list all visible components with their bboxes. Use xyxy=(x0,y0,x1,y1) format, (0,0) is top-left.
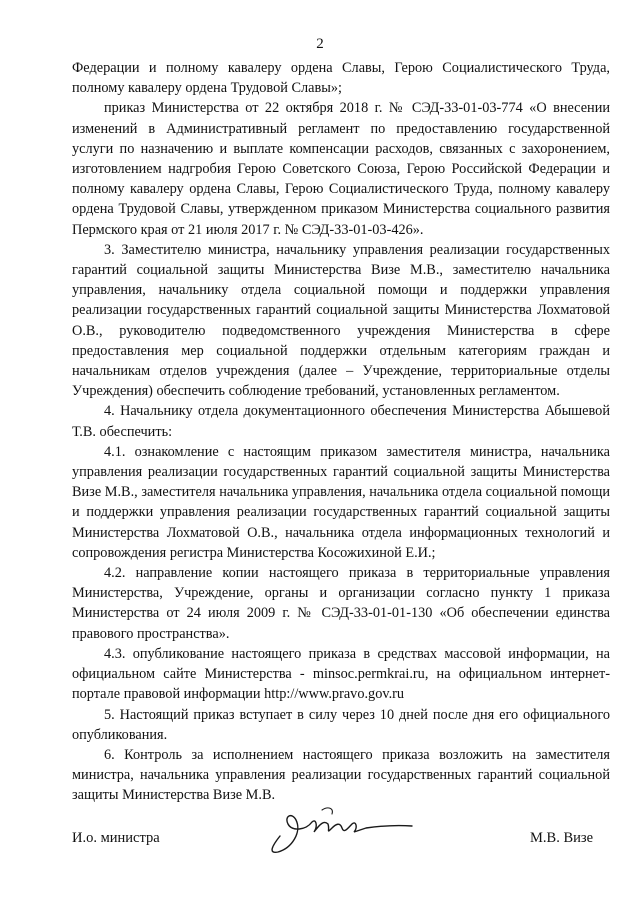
paragraph-item-4-2: 4.2. направление копии настоящего приказа в территориальные управления Министерства, Учреждение, органы и организации согласно пункту 1 приказа Министерства от 24 июля 2009 г. № СЭД-33-01-01-130 «Об обеспечении единства правового пространства». xyxy=(72,565,610,642)
paragraph-item-4-3: 4.3. опубликование настоящего приказа в средствах массовой информации, на официальном сайте Министерства - minsoc.permkrai.ru, на официальном интернет-портале правовой информации http://www.pravo.gov.ru xyxy=(72,645,610,703)
paragraph-item-4: 4. Начальнику отдела документационного обеспечения Министерства Абышевой Т.В. обеспечить: xyxy=(72,403,610,440)
signatory-position: И.о. министра xyxy=(72,830,160,846)
document-body xyxy=(72,58,610,806)
handwritten-signature xyxy=(262,798,422,858)
paragraph-continuation: Федерации и полному кавалеру ордена Славы, Герою Социалистического Труда, полному кавалеру ордена Трудовой Славы»; xyxy=(72,60,610,97)
paragraph-item-6: 6. Контроль за исполнением настоящего приказа возложить на заместителя министра, начальника управления реализации государственных гарантий социальной защиты Министерства Визе М.В. xyxy=(72,746,610,804)
signatory-name: М.В. Визе xyxy=(530,830,594,846)
paragraph-item-3: 3. Заместителю министра, начальнику управления реализации государственных гарантий социальной защиты Министерства Визе М.В., заместителю начальника управления, начальнику отдела социальной помощи и поддержки управления реализации государственных гарантий социальной защиты Министерства Лохматовой О.В., руководителю подведомственного учреждения Министерства в сфере предоставления мер социальной поддержки отдельным категориям граждан и начальникам отделов учреждения (далее – Учреждение, территориальные отделы Учреждения) обеспечить соблюдение требований, установленных регламентом. xyxy=(72,241,610,400)
page-number: 2 xyxy=(316,36,324,52)
paragraph-item-5: 5. Настоящий приказ вступает в силу через 10 дней после дня его официального опубликования. xyxy=(72,706,610,743)
paragraph-order-reference: приказ Министерства от 22 октября 2018 г. № СЭД-33-01-03-774 «О внесении изменений в Административный регламент по предоставлению государственной услуги по назначению и выплате компенсации расходов, связанных с захоронением, изготовлением надгробия Герою Советского Союза, Герою Российской Федерации и полному кавалеру ордена Славы, Герою Социалистического Труда, полному кавалеру ордена Трудовой Славы, утвержденном приказом Министерства социального развития Пермского края от 21 июля 2017 г. № СЭД-33-01-03-426». xyxy=(72,100,610,238)
paragraph-item-4-1: 4.1. ознакомление с настоящим приказом заместителя министра, начальника управления реализации государственных гарантий социальной защиты Министерства Визе М.В., заместителя начальника управления, начальника отдела социальной помощи и поддержки управления реализации государственных гарантий социальной защиты Министерства Лохматовой О.В., начальника отдела информационных технологий и сопровождения регистра Министерства Косожихиной Е.И.; xyxy=(72,443,610,561)
